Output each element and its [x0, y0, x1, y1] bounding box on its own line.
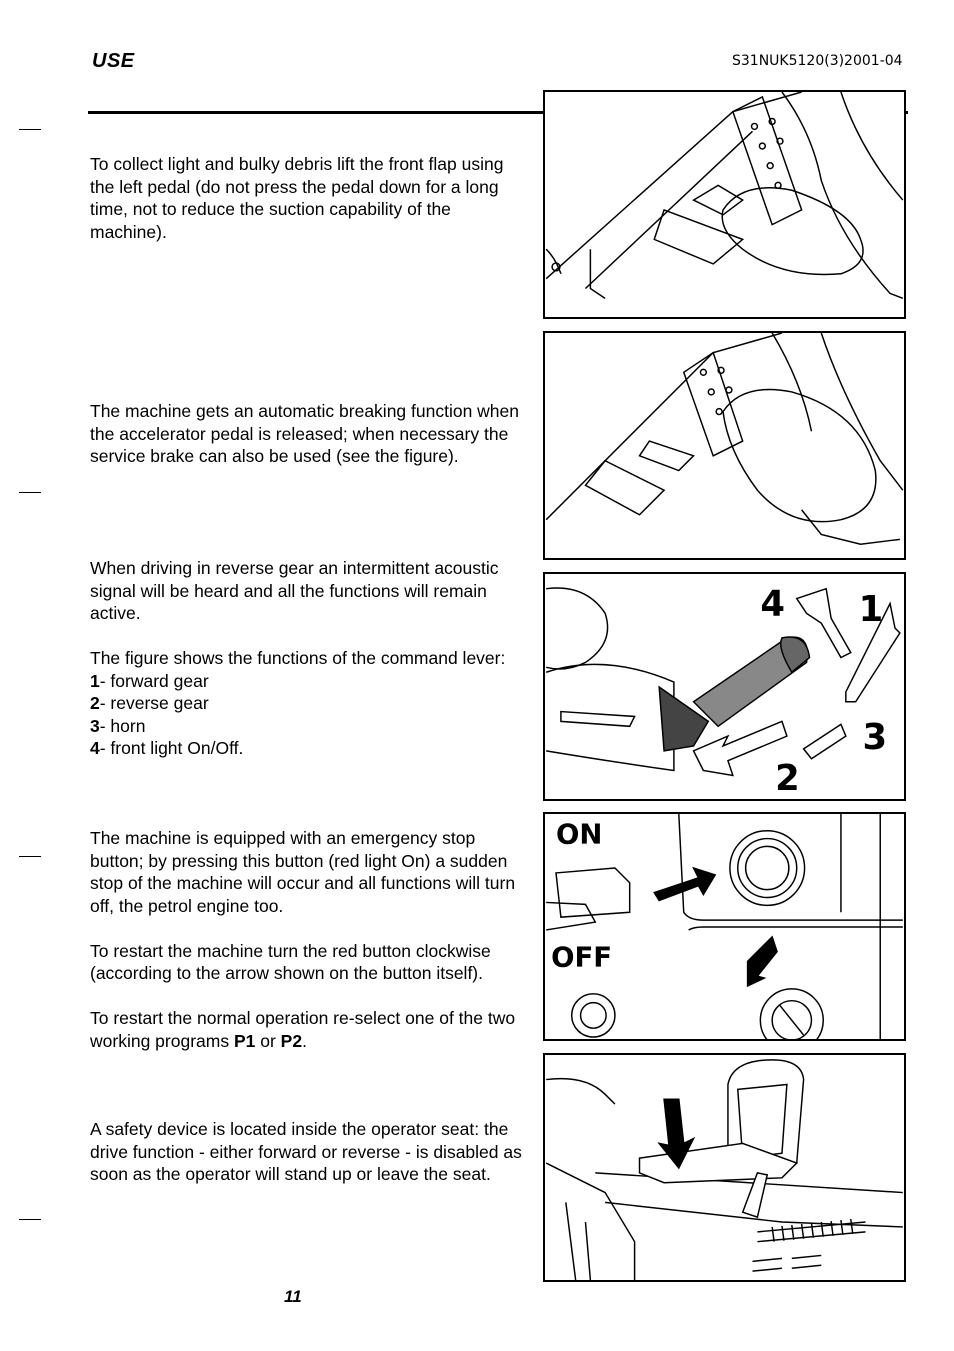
figure-command-lever: [543, 572, 906, 801]
lever-label-3: 3: [862, 716, 888, 758]
button-label-on: ON: [555, 818, 603, 851]
paragraph-text: A safety device is located inside the operator seat: the drive function - either forward or reverse - is disabled as soon as the operator will stand up or leave the seat.: [90, 1119, 522, 1184]
margin-mark: [19, 492, 41, 493]
paragraph-text: The machine is equipped with an emergency stop button; by pressing this button (red light On) a sudden stop of the machine will occur and all functions will turn off, the petrol engine too.: [90, 828, 516, 916]
list-item: 4- front light On/Off.: [90, 738, 244, 758]
margin-mark: [19, 1219, 41, 1220]
figure-operator-seat: [543, 1053, 906, 1282]
list-item: 3- horn: [90, 715, 146, 736]
paragraph-text: To restart the machine turn the red button clockwise (according to the arrow shown on the button itself).: [90, 940, 491, 983]
figure-flap-pedal: [543, 90, 906, 319]
paragraph-text: When driving in reverse gear an intermittent acoustic signal will be heard and all the functions will remain active.: [90, 558, 499, 623]
figure-emergency-button: [543, 812, 906, 1041]
document-code: S31NUK5120(3)2001-04: [732, 53, 903, 69]
lever-label-1: 1: [858, 589, 884, 631]
list-item: 2- reverse gear: [90, 693, 209, 713]
paragraph-emergency-stop: [90, 827, 530, 1052]
margin-mark: [19, 129, 41, 130]
figure-brake-pedal: [543, 331, 906, 560]
button-label-off: OFF: [551, 941, 613, 974]
margin-mark: [19, 856, 41, 857]
list-item: 1- forward gear: [90, 670, 209, 691]
paragraph-braking: [90, 400, 530, 468]
paragraph-text: To restart the normal operation re-select one of the two working programs P1 or P2.: [90, 1008, 516, 1051]
page-number: 11: [284, 1287, 302, 1306]
paragraph-front-flap: [90, 153, 530, 243]
lever-label-4: 4: [760, 583, 785, 625]
lever-label-2: 2: [775, 758, 800, 799]
paragraph-text: To collect light and bulky debris lift the front flap using the left pedal (do not press the pedal down for a long time, not to reduce the suction capability of the machine).: [90, 154, 504, 242]
paragraph-command-lever: [90, 557, 530, 760]
section-title: USE: [92, 50, 135, 72]
paragraph-seat-safety: [90, 1118, 530, 1186]
paragraph-text: The machine gets an automatic breaking function when the accelerator pedal is released; when necessary the service brake can also be used (see the figure).: [90, 401, 520, 466]
paragraph-text: The figure shows the functions of the command lever:: [90, 648, 506, 668]
